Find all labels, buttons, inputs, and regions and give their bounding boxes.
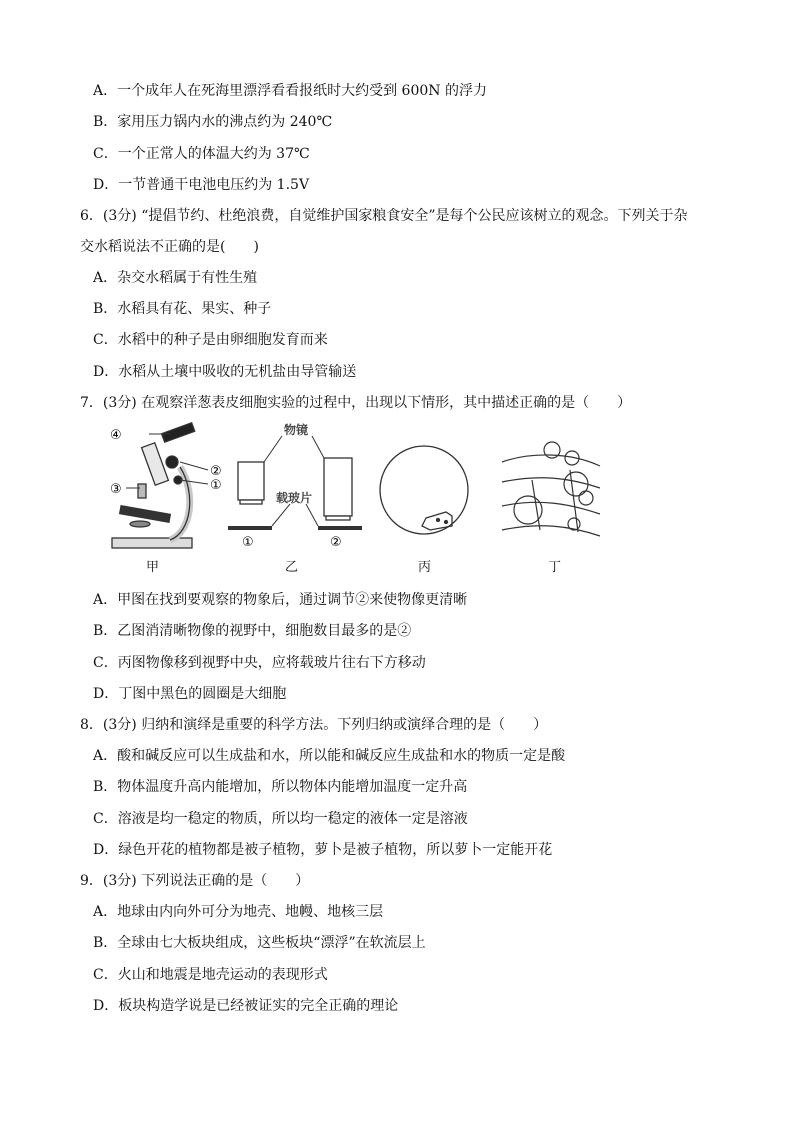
- q9-option-a: A．地球由内向外可分为地壳、地幔、地核三层: [93, 904, 384, 920]
- q7-figure: [100, 422, 620, 582]
- q8-option-c: C．溶液是均一稳定的物质，所以均一稳定的液体一定是溶液: [93, 811, 468, 827]
- label-slide: 载玻片: [276, 491, 313, 505]
- q7-option-a: A．甲图在找到要观察的物象后，通过调节②来使物像更清晰: [93, 592, 468, 608]
- q9-option-b: B．全球由七大板块组成，这些板块“漂浮”在软流层上: [93, 935, 426, 951]
- q6-option-a: A．杂交水稻属于有性生殖: [93, 270, 258, 286]
- q5-option-a: A．一个成年人在死海里漂浮看看报纸时大约受到 600N 的浮力: [93, 83, 487, 99]
- q5-option-c: C．一个正常人的体温大约为 37℃: [93, 146, 310, 162]
- caption-jia: 甲: [146, 560, 160, 575]
- microscope-drawing: [112, 423, 195, 548]
- caption-yi: 乙: [285, 560, 299, 575]
- microscope-mark-4: ④: [110, 428, 122, 443]
- q6-option-d: D．水稻从土壤中吸收的无机盐由导管输送: [93, 364, 357, 380]
- q7-option-d: D．丁图中黑色的圆圈是大细胞: [93, 686, 287, 702]
- field-of-view-drawing: [380, 446, 468, 534]
- lens-mark-2: ②: [330, 535, 342, 550]
- q7-option-b: B．乙图消清晰物像的视野中，细胞数目最多的是②: [93, 623, 412, 639]
- q8-option-b: B．物体温度升高内能增加，所以物体内能增加温度一定升高: [93, 779, 468, 795]
- q7-option-c: C．丙图物像移到视野中央，应将载玻片往右下方移动: [93, 655, 426, 671]
- q8-stem: 8．(3分) 归纳和演绎是重要的科学方法。下列归纳或演绎合理的是（ ）: [80, 717, 548, 733]
- q8-option-a: A．酸和碱反应可以生成盐和水，所以能和碱反应生成盐和水的物质一定是酸: [93, 748, 566, 764]
- q8-option-d: D．绿色开花的植物都是被子植物，萝卜是被子植物，所以萝卜一定能开花: [93, 842, 553, 858]
- q9-stem: 9．(3分) 下列说法正确的是（ ）: [80, 873, 310, 889]
- q7-figure-drawing: [100, 422, 620, 582]
- caption-bing: 丙: [418, 560, 432, 575]
- q6-option-b: B．水稻具有花、果实、种子: [93, 301, 272, 317]
- microscope-mark-1: ①: [210, 478, 222, 493]
- lens-mark-1: ①: [242, 535, 254, 550]
- q6-stem-line2: 交水稻说法不正确的是( ): [80, 239, 259, 255]
- q5-option-d: D．一节普通干电池电压约为 1.5V: [93, 177, 310, 193]
- microscope-mark-2: ②: [210, 464, 222, 479]
- microscope-mark-3: ③: [110, 482, 122, 497]
- label-objective: 物镜: [284, 423, 309, 437]
- cells-drawing: [502, 442, 600, 536]
- q7-stem: 7．(3分) 在观察洋葱表皮细胞实验的过程中，出现以下情形，其中描述正确的是（ ）: [80, 395, 632, 411]
- q6-stem-line1: 6．(3分) “提倡节约、杜绝浪费，自觉维护国家粮食安全”是每个公民应该树立的观念。下列关于杂: [80, 208, 688, 224]
- q5-option-b: B．家用压力锅内水的沸点约为 240℃: [93, 114, 333, 130]
- objectives-drawing: [228, 436, 362, 528]
- q9-option-d: D．板块构造学说是已经被证实的完全正确的理论: [93, 998, 399, 1014]
- q9-option-c: C．火山和地震是地壳运动的表现形式: [93, 967, 328, 983]
- caption-ding: 丁: [548, 560, 562, 575]
- q6-option-c: C．水稻中的种子是由卵细胞发育而来: [93, 332, 328, 348]
